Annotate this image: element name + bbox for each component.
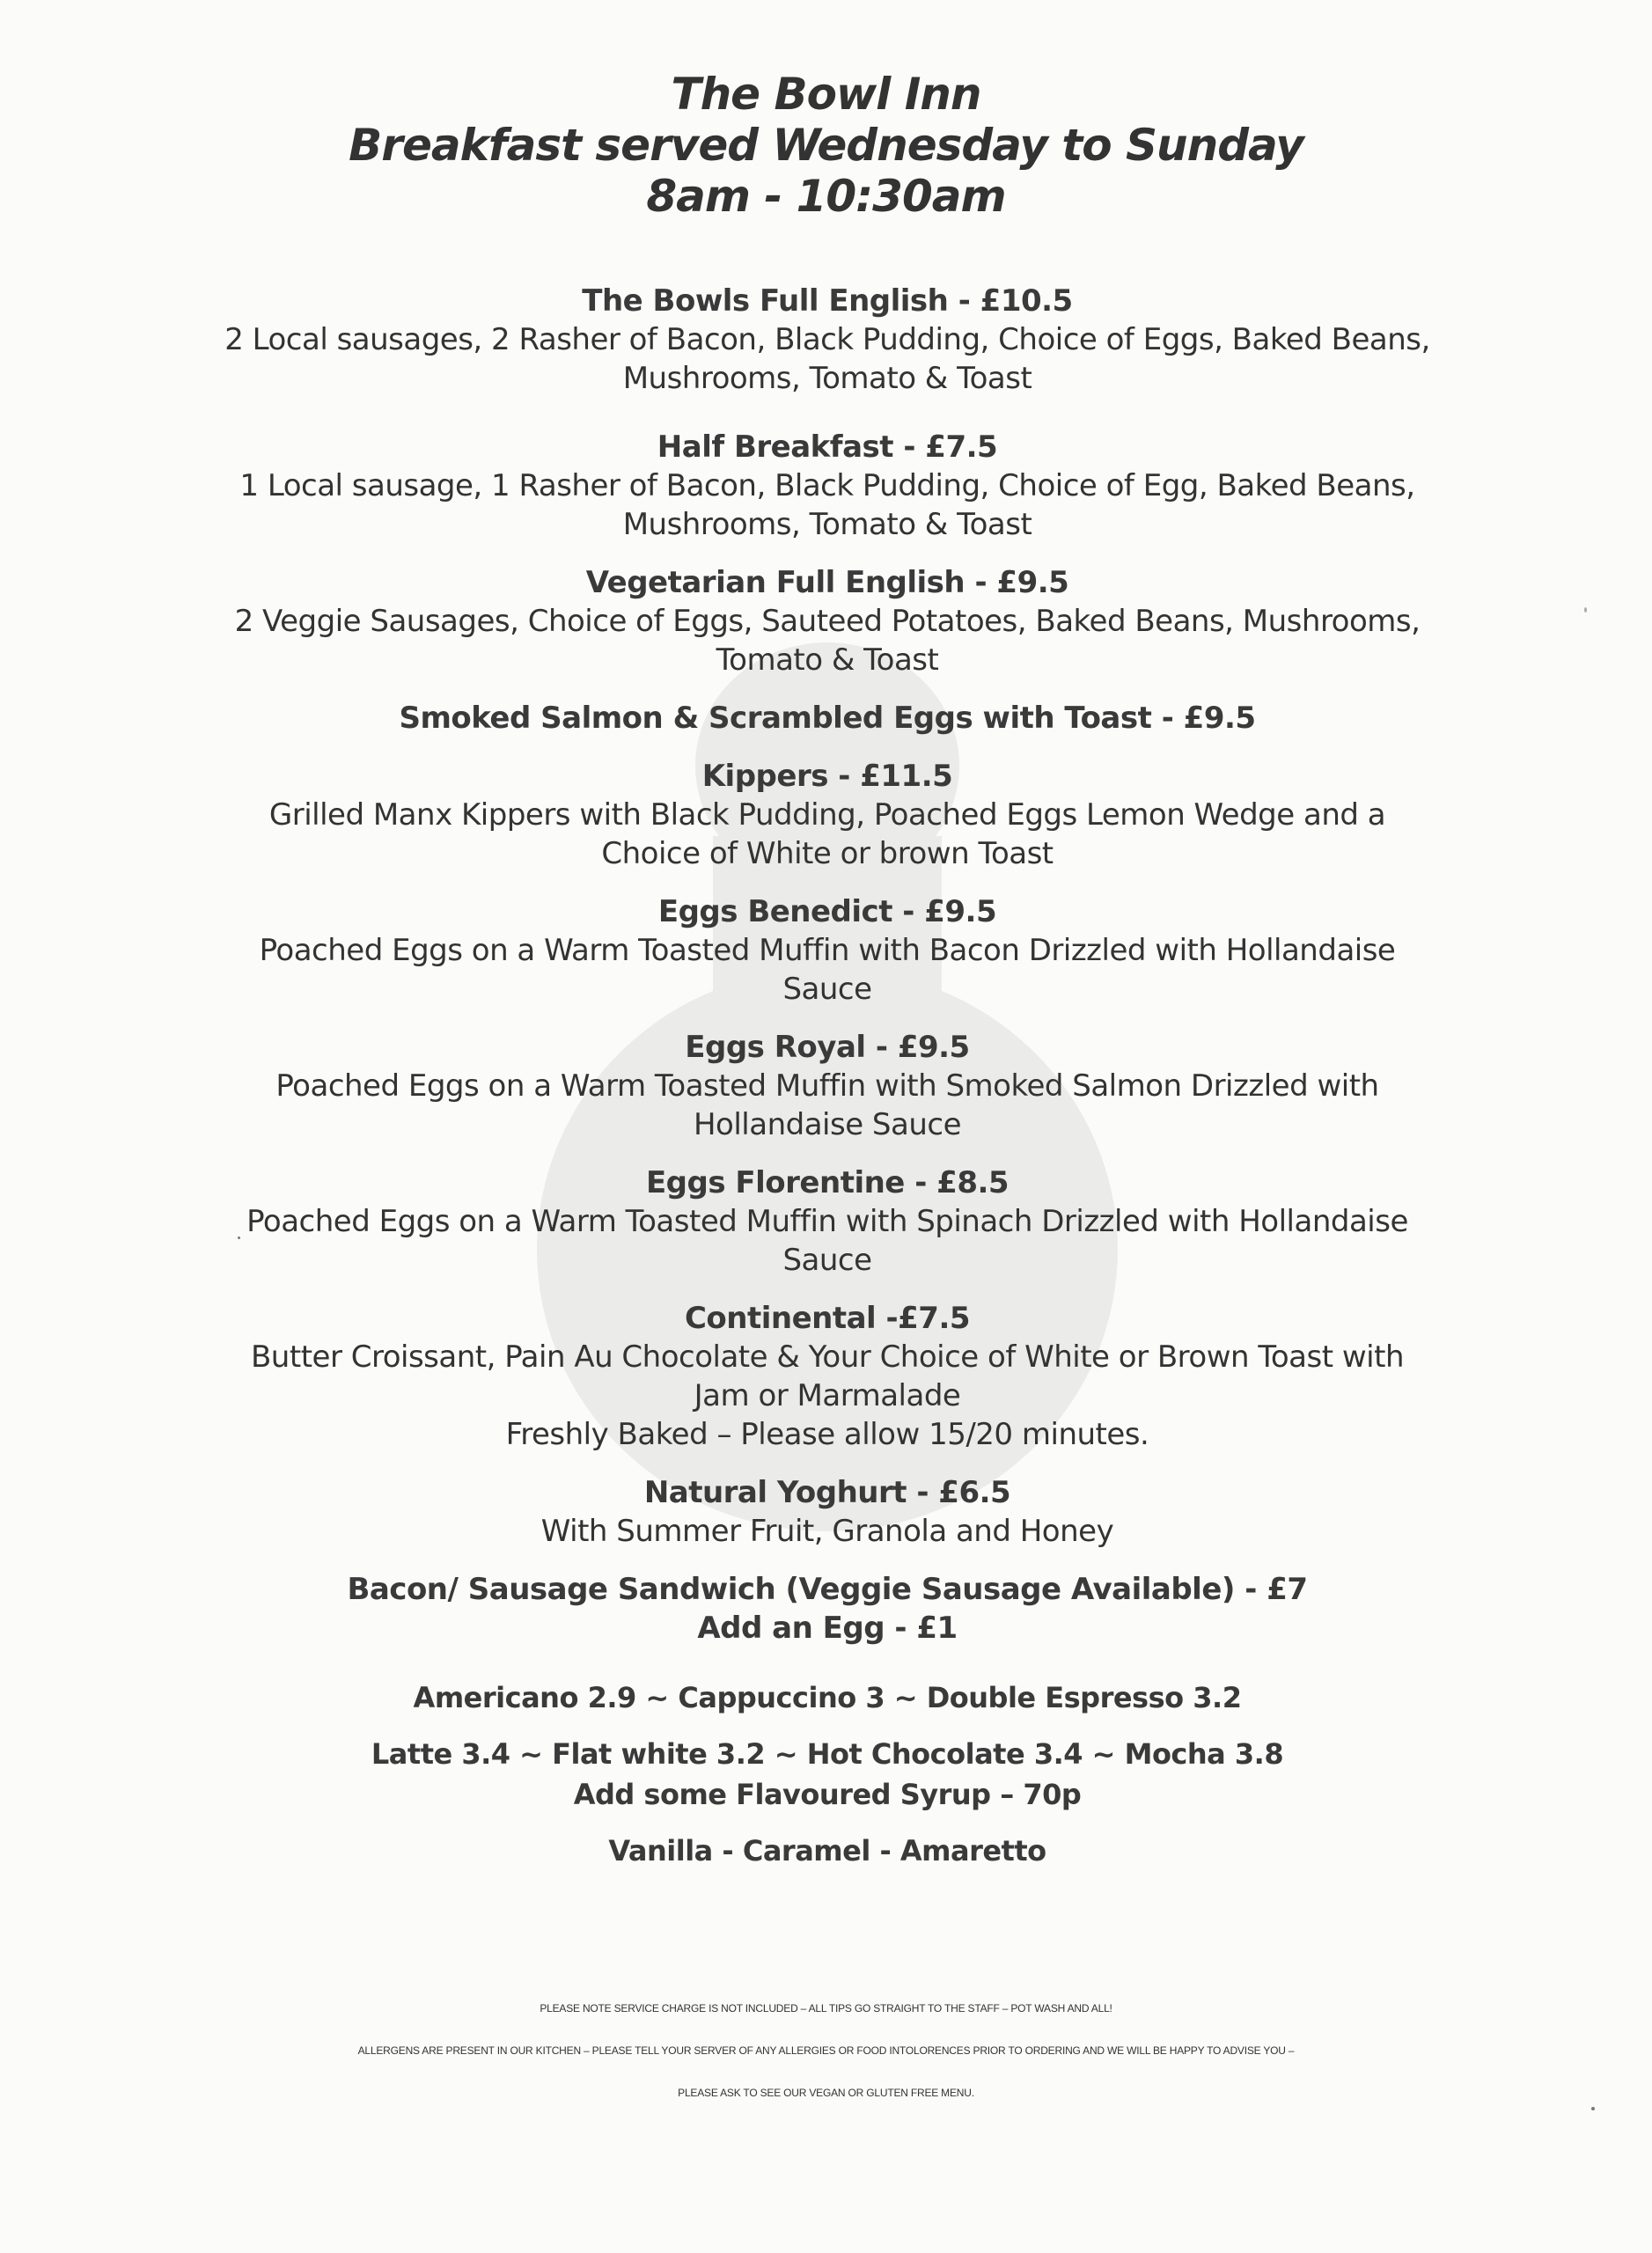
menu-list — [211, 282, 1443, 1871]
item-title: Eggs Benedict - £9.5 — [657, 894, 997, 929]
item-desc-line: Grilled Manx Kippers with Black Pudding, Poached Eggs Lemon Wedge and a — [268, 797, 1386, 833]
item-desc-line: Hollandaise Sauce — [693, 1107, 962, 1142]
item-desc-line: Choice of White or brown Toast — [601, 836, 1054, 871]
menu-item-eggs-benedict — [211, 892, 1443, 1009]
item-title: The Bowls Full English - £10.5 — [582, 283, 1073, 319]
item-desc-line: Mushrooms, Tomato & Toast — [622, 361, 1032, 396]
menu-item-continental — [211, 1299, 1443, 1454]
item-title: Eggs Royal - £9.5 — [685, 1030, 970, 1065]
scan-speck — [1591, 2107, 1595, 2110]
item-title: Half Breakfast - £7.5 — [657, 429, 998, 465]
item-title: Eggs Florentine - £8.5 — [645, 1165, 1010, 1200]
item-desc-line: Poached Eggs on a Warm Toasted Muffin with Bacon Drizzled with Hollandaise — [259, 933, 1396, 968]
item-title: Bacon/ Sausage Sandwich (Veggie Sausage Available) - £7 — [347, 1572, 1308, 1607]
menu-item-natural-yoghurt — [211, 1473, 1443, 1551]
item-desc-line: 1 Local sausage, 1 Rasher of Bacon, Black Pudding, Choice of Egg, Baked Beans, — [239, 468, 1415, 503]
item-desc-line: 2 Local sausages, 2 Rasher of Bacon, Black Pudding, Choice of Eggs, Baked Beans, — [224, 322, 1430, 357]
item-desc-line: Butter Croissant, Pain Au Chocolate & Your Choice of White or Brown Toast with — [250, 1339, 1404, 1375]
restaurant-name: The Bowl Inn — [671, 69, 981, 120]
menu-item-bacon-sausage-sandwich — [211, 1570, 1443, 1648]
menu-header — [0, 69, 1652, 222]
scan-speck — [238, 1237, 240, 1239]
item-desc-line: Tomato & Toast — [716, 642, 939, 678]
drinks-syrup: Add some Flavoured Syrup – 70p — [573, 1778, 1082, 1811]
drinks-line-coffee: Americano 2.9 ~ Cappuccino 3 ~ Double Espresso 3.2 — [413, 1681, 1242, 1714]
menu-item-vegetarian-full-english — [211, 563, 1443, 679]
menu-item-smoked-salmon — [211, 699, 1443, 738]
item-desc-line: Jam or Marmalade — [694, 1378, 961, 1413]
item-title: Natural Yoghurt - £6.5 — [643, 1475, 1011, 1510]
item-desc-line: Sauce — [782, 972, 872, 1007]
item-desc-line: Freshly Baked – Please allow 15/20 minutes. — [505, 1417, 1149, 1452]
scan-speck — [1584, 607, 1587, 613]
menu-item-eggs-florentine — [211, 1163, 1443, 1280]
menu-item-full-english — [211, 282, 1443, 398]
item-title: Kippers - £11.5 — [701, 759, 953, 794]
drinks-syrup-flavours: Vanilla - Caramel - Amaretto — [608, 1834, 1046, 1868]
menu-item-kippers — [211, 757, 1443, 873]
item-desc-line: Mushrooms, Tomato & Toast — [622, 507, 1032, 542]
item-desc-line: With Summer Fruit, Granola and Honey — [540, 1514, 1114, 1549]
allergen-note: ALLERGENS ARE PRESENT IN OUR KITCHEN – PLEASE TELL YOUR SERVER OF ANY ALLERGIES OR FOOD INTOLORENCES PRIOR TO ORDERING AND WE WILL BE HAPPY TO ADVISE YOU – — [357, 2044, 1295, 2057]
breakfast-days: Breakfast served Wednesday to Sunday — [349, 120, 1303, 171]
item-title: Continental -£7.5 — [684, 1301, 971, 1336]
item-title: Vegetarian Full English - £9.5 — [585, 565, 1069, 600]
menu-item-half-breakfast — [211, 428, 1443, 544]
vegan-gluten-note: PLEASE ASK TO SEE OUR VEGAN OR GLUTEN FREE MENU. — [678, 2087, 974, 2099]
item-addon: Add an Egg - £1 — [697, 1611, 958, 1646]
item-title: Smoked Salmon & Scrambled Eggs with Toast - £9.5 — [399, 701, 1256, 736]
drinks-line-more: Latte 3.4 ~ Flat white 3.2 ~ Hot Chocolate 3.4 ~ Mocha 3.8 — [371, 1737, 1284, 1771]
item-desc-line: 2 Veggie Sausages, Choice of Eggs, Sauteed Potatoes, Baked Beans, Mushrooms, — [234, 604, 1421, 639]
service-charge-note: PLEASE NOTE SERVICE CHARGE IS NOT INCLUDED – ALL TIPS GO STRAIGHT TO THE STAFF – POT WASH AND ALL! — [540, 2002, 1112, 2014]
item-desc-line: Poached Eggs on a Warm Toasted Muffin with Smoked Salmon Drizzled with — [275, 1068, 1379, 1104]
menu-item-eggs-royal — [211, 1028, 1443, 1144]
menu-footer — [0, 1987, 1652, 2114]
breakfast-hours: 8am - 10:30am — [646, 171, 1006, 222]
item-desc-line: Poached Eggs on a Warm Toasted Muffin with Spinach Drizzled with Hollandaise — [246, 1204, 1408, 1239]
item-desc-line: Sauce — [782, 1243, 872, 1278]
